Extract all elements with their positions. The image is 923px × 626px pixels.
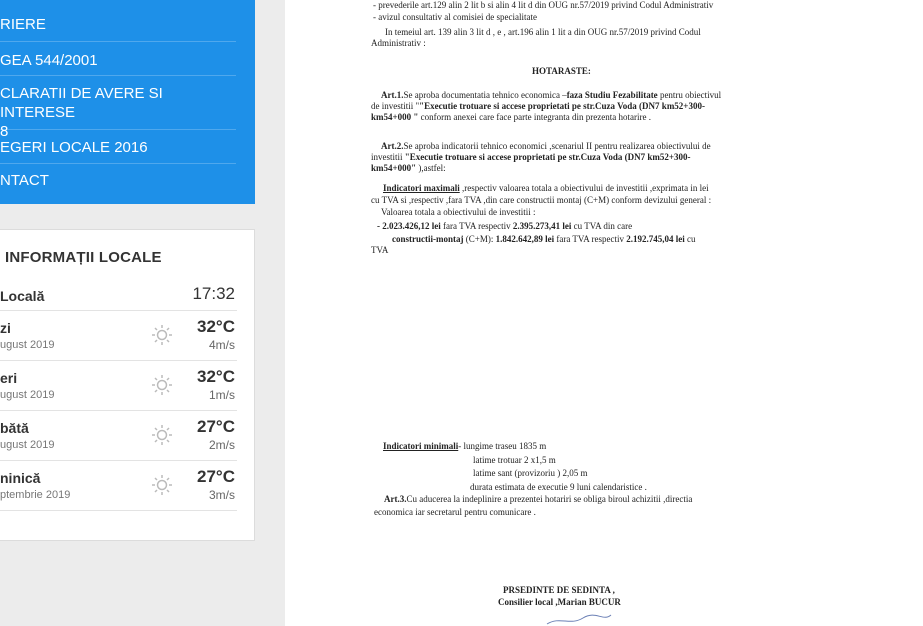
doc-art1-line1: [381, 90, 721, 101]
forecast-day: zi: [0, 320, 11, 336]
weather-widget: [0, 229, 255, 541]
menu-item-label: NTACT: [0, 172, 49, 189]
art2-label: Art.2.: [381, 141, 404, 151]
art2-text: investitii: [371, 152, 405, 162]
art3-label: Art.3.: [384, 494, 407, 504]
forecast-row: [0, 361, 237, 411]
art2-text: ),astfel:: [418, 163, 446, 173]
menu-item-label-line1: CLARATII DE AVERE SI INTERESE: [0, 85, 163, 121]
sidebar: [0, 0, 285, 626]
value-text: cu: [684, 234, 696, 244]
menu-item-alegeri[interactable]: [0, 130, 236, 164]
art2-km: km54+000": [371, 163, 419, 173]
doc-values-line1: [377, 221, 632, 232]
forecast-day: ninică: [0, 470, 41, 486]
forecast-row: [0, 311, 237, 361]
widget-title: INFORMAȚII LOCALE: [5, 249, 162, 266]
forecast-wind: 2m/s: [208, 438, 235, 452]
doc-ind-max: [383, 183, 709, 194]
forecast-temp: 32°C: [197, 367, 235, 386]
art3-text: Cu aducerea la indeplinire a prezentei hotariri se obliga biroul achizitii ,directia: [406, 494, 693, 504]
signature-name: Consilier local ,Marian BUCUR: [498, 597, 621, 607]
menu-item-label-line2: 8: [0, 123, 9, 140]
cm-no-vat: 1.842.642,89 lei: [495, 234, 555, 244]
doc-art1-line3: [371, 112, 651, 123]
forecast-day: bătă: [0, 420, 29, 436]
menu-item-label: RIERE: [0, 16, 46, 33]
menu-item-contact[interactable]: [0, 164, 236, 198]
art2-text: Se aproba indicatorii tehnico economici ,scenariul II pentru realizarea obiectivului de: [403, 141, 711, 151]
main-menu: [0, 0, 255, 204]
art1-km: km54+000 ": [371, 112, 419, 122]
doc-ind-min: [383, 441, 546, 452]
art1-text: conform anexei care face parte integranta din prezenta hotarire .: [418, 112, 652, 122]
sun-icon: [151, 474, 173, 496]
forecast-day: eri: [0, 370, 18, 386]
doc-heading: HOTARASTE:: [532, 66, 591, 76]
forecast-wind: 1m/s: [208, 388, 235, 402]
value-text: (C+M):: [463, 234, 496, 244]
art1-phase: faza Studiu Fezabilitate: [566, 90, 658, 100]
doc-line: latime sant (provizoriu ) 2,05 m: [473, 468, 588, 478]
doc-art1-line2: [371, 101, 705, 112]
art1-label: Art.1.: [381, 90, 404, 100]
sun-icon: [151, 324, 173, 346]
doc-line: TVA: [371, 245, 389, 255]
doc-line: cu TVA si ,respectiv ,fara TVA ,din care constructii montaj (C+M) conform devizului general :: [371, 195, 712, 205]
value-no-vat: - 2.023.426,12 lei: [377, 221, 441, 231]
ind-max-text: ,respectiv valoarea totala a obiectivului de investitii ,exprimata in lei: [459, 183, 709, 193]
value-text: fara TVA respectiv: [440, 221, 513, 231]
doc-art2-line3: [371, 163, 446, 174]
forecast-temp: 32°C: [197, 317, 235, 336]
value-text: cu TVA din care: [571, 221, 633, 231]
doc-line: - avizul consultativ al comisiei de specialitate: [373, 12, 537, 22]
doc-line: economica iar secretarul pentru comunicare .: [374, 507, 536, 517]
local-time-row: [0, 280, 237, 311]
menu-item-declaratii[interactable]: [0, 76, 236, 140]
doc-line: Administrativ :: [371, 38, 426, 48]
ind-min-text: - lungime traseu 1835 m: [458, 441, 547, 451]
menu-item-cariere[interactable]: [0, 0, 236, 42]
art1-project: "Executie trotuare si accese proprietati pe str.Cuza Voda (DN7 km52+300-: [419, 101, 705, 111]
doc-values-line2: [392, 234, 695, 245]
doc-line: In temeiul art. 139 alin 3 lit d , e , art.196 alin 1 lit a din OUG nr.57/2019 privind Codul: [385, 27, 701, 37]
ind-min-label: Indicatori minimali: [383, 441, 459, 451]
doc-line: durata estimata de executie 9 luni calendaristice .: [470, 482, 647, 492]
forecast-date: ptembrie 2019: [0, 489, 71, 501]
forecast-date: ugust 2019: [0, 339, 55, 351]
signature-title: PRSEDINTE DE SEDINTA ,: [503, 585, 615, 595]
doc-line: Valoarea totala a obiectivului de investitii :: [381, 207, 536, 217]
scanned-document: [285, 0, 923, 626]
local-time: 17:32: [192, 284, 235, 303]
sun-icon: [151, 424, 173, 446]
art1-text: pentru obiectivul: [657, 90, 722, 100]
signature-scribble: [545, 612, 615, 626]
art1-text: Se aproba documentatia tehnico economica –: [403, 90, 567, 100]
art2-project: "Executie trotuare si accese proprietati pe str.Cuza Voda (DN7 km52+300-: [404, 152, 691, 162]
sun-icon: [151, 374, 173, 396]
menu-item-label: GEA 544/2001: [0, 52, 98, 69]
value-text: fara TVA respectiv: [554, 234, 627, 244]
local-label: Locală: [0, 288, 45, 304]
doc-art2-line2: [371, 152, 691, 163]
doc-line: - prevederile art.129 alin 2 lit b si alin 4 lit d din OUG nr.57/2019 privind Codul Administrativ: [373, 0, 714, 10]
art1-text: de investitii ": [371, 101, 420, 111]
doc-art3-line1: [384, 494, 692, 505]
forecast-row: [0, 411, 237, 461]
cm-label: constructii-montaj: [392, 234, 464, 244]
cm-vat: 2.192.745,04 lei: [626, 234, 685, 244]
value-vat: 2.395.273,41 lei: [512, 221, 572, 231]
doc-art2-line1: [381, 141, 711, 152]
forecast-wind: 4m/s: [208, 338, 235, 352]
menu-item-label: EGERI LOCALE 2016: [0, 139, 148, 156]
forecast-row: [0, 461, 237, 511]
ind-max-label: Indicatori maximali: [383, 183, 460, 193]
forecast-date: ugust 2019: [0, 439, 55, 451]
forecast-temp: 27°C: [197, 467, 235, 486]
menu-item-legea[interactable]: [0, 42, 236, 76]
forecast-temp: 27°C: [197, 417, 235, 436]
doc-line: latime trotuar 2 x1,5 m: [473, 455, 556, 465]
forecast-date: ugust 2019: [0, 389, 55, 401]
forecast-wind: 3m/s: [208, 488, 235, 502]
